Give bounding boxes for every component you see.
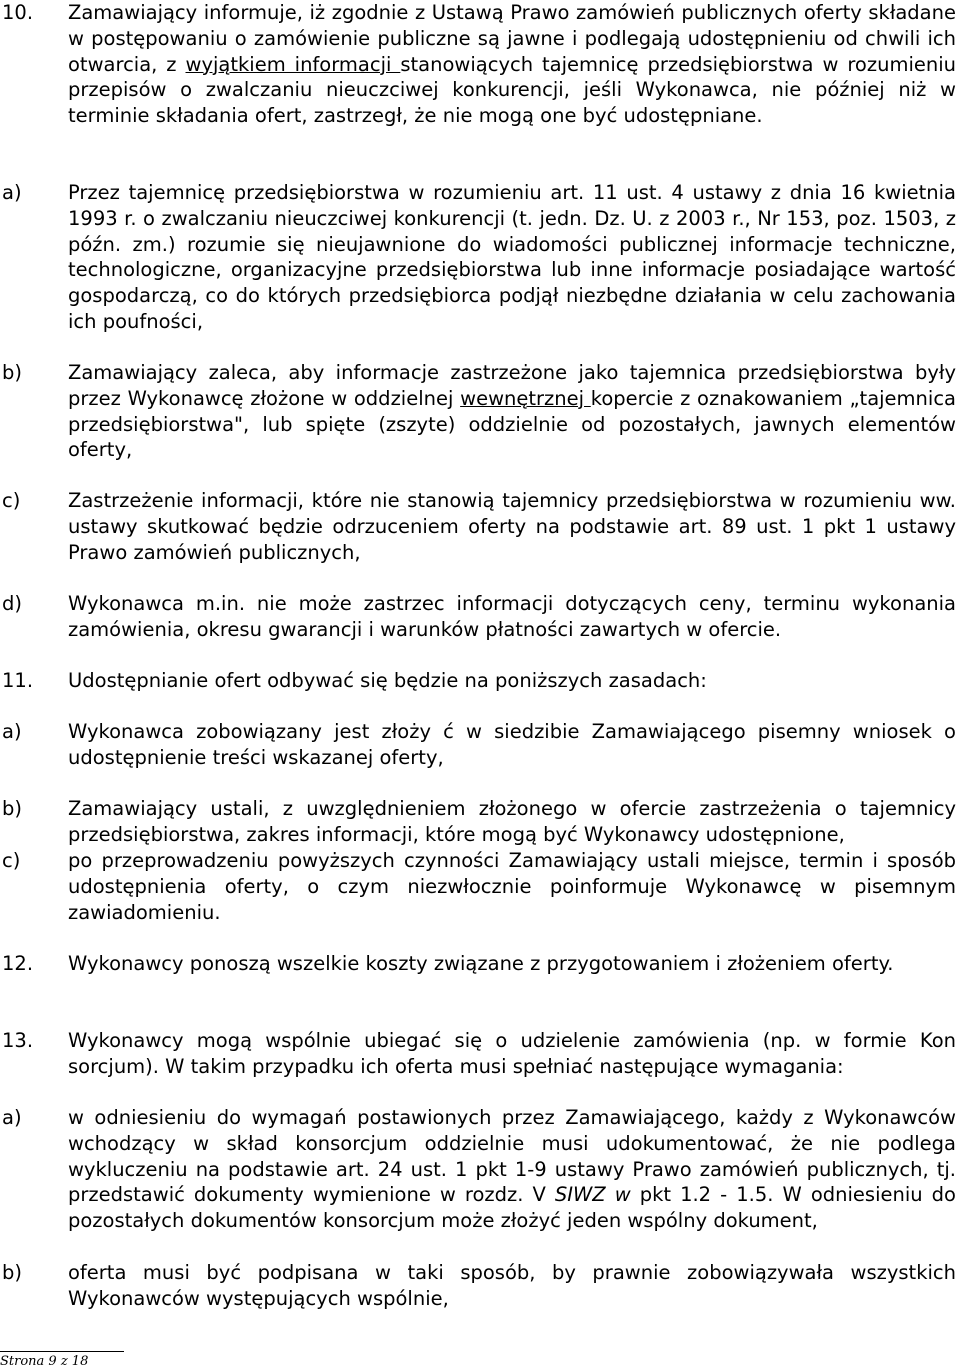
italic-text: SIWZ w <box>554 1183 631 1207</box>
item-marker: d) <box>2 592 22 615</box>
item-text: w odniesieniu do wymagań postawionych przez Zamawiającego, każdy z Wykonawców wchodzący w skład konsorcjum oddzielnie musi udokumentować, że nie podlega wykluczeniu na podstawie art. 24 ust. 1 pkt 1-9 ustawy Prawo zamówień publicznych, tj. przedstawić dokumenty wymienione w rozdz. V SIWZ w pkt 1.2 - 1.5. W odniesieniu do pozostałych dokumentów konsorcjum może złożyć jeden wspólny dokument, <box>68 1106 956 1233</box>
item-marker: 10. <box>2 1 34 24</box>
item-marker: c) <box>2 489 21 512</box>
underlined-text: wewnętrznej <box>460 386 591 410</box>
item-marker: b) <box>2 1261 22 1284</box>
item-marker: 13. <box>2 1029 34 1052</box>
item-marker: a) <box>2 720 22 743</box>
item-text: Zamawiający zaleca, aby informacje zastrzeżone jako tajemnica przedsiębiorstwa były przez Wykonawcę złożone w oddzielnej wewnętrznej kopercie z oznakowaniem „tajemnica przedsiębiorstwa", lub spięte (zszyte) oddzielnie od pozostałych, jawnych elementów oferty, <box>68 361 956 462</box>
item-marker: a) <box>2 1106 22 1129</box>
item-marker: 11. <box>2 669 34 692</box>
item-marker: 12. <box>2 952 34 975</box>
item-text: Zastrzeżenie informacji, które nie stanowią tajemnicy przedsiębiorstwa w rozumieniu ww. ustawy skutkować będzie odrzuceniem oferty na podstawie art. 89 ust. 1 pkt 1 ustawy Prawo zamówień publicznych, <box>68 489 956 564</box>
item-text: Wykonawca m.in. nie może zastrzec informacji dotyczących ceny, terminu wykonania zamówienia, okresu gwarancji i warunków płatności zawartych w ofercie. <box>68 592 956 641</box>
page-number: Strona 9 z 18 <box>0 1354 89 1369</box>
item-text: Przez tajemnicę przedsiębiorstwa w rozumieniu art. 11 ust. 4 ustawy z dnia 16 kwietnia 1993 r. o zwalczaniu nieuczciwej konkurencji (t. jedn. Dz. U. z 2003 r., Nr 153, poz. 1503, z późn. zm.) rozumie się nieujawnione do wiadomości publicznej informacje techniczne, technologiczne, organizacyjne przedsiębiorstwa lub inne informacje posiadające wartość gospodarczą, co do których przedsiębiorca podjął niezbędne działania w celu zachowania ich poufności, <box>68 181 956 333</box>
item-text: Wykonawca zobowiązany jest złoży ć w siedzibie Zamawiającego pisemny wniosek o udostępnienie treści wskazanej oferty, <box>68 720 956 769</box>
item-marker: b) <box>2 797 22 820</box>
underlined-text: wyjątkiem informacji <box>185 52 401 76</box>
item-marker: c) <box>2 849 21 872</box>
item-text: po przeprowadzeniu powyższych czynności Zamawiający ustali miejsce, termin i sposób udostępnienia oferty, o czym niezwłocznie poinformuje Wykonawcę w pisemnym zawiadomieniu. <box>68 849 956 924</box>
item-text: Zamawiający ustali, z uwzględnieniem złożonego w ofercie zastrzeżenia o tajemnicy przedsiębiorstwa, zakres informacji, które mogą być Wykonawcy udostępnione, <box>68 797 956 846</box>
item-marker: b) <box>2 361 22 384</box>
footer-divider <box>0 1351 124 1352</box>
item-text: Udostępnianie ofert odbywać się będzie na poniższych zasadach: <box>68 669 707 692</box>
item-marker: a) <box>2 181 22 204</box>
item-text: oferta musi być podpisana w taki sposób, by prawnie zobowiązywała wszystkich Wykonawców występujących wspólnie, <box>68 1261 956 1310</box>
item-text: Wykonawcy mogą wspólnie ubiegać się o udzielenie zamówienia (np. w formie Kon sorcjum). W takim przypadku ich oferta musi spełniać następujące wymagania: <box>68 1029 956 1078</box>
item-text: Zamawiający informuje, iż zgodnie z Ustawą Prawo zamówień publicznych oferty składane w postępowaniu o zamówienie publiczne są jawne i podlegają udostępnieniu od chwili ich otwarcia, z wyjątkiem informacji stanowiących tajemnicę przedsiębiorstwa w rozumieniu przepisów o zwalczaniu nieuczciwej konkurencji, jeśli Wykonawca, nie później niż w terminie składania ofert, zastrzegł, że nie mogą one być udostępniane. <box>68 1 956 128</box>
item-text: Wykonawcy ponoszą wszelkie koszty związane z przygotowaniem i złożeniem oferty. <box>68 952 894 975</box>
